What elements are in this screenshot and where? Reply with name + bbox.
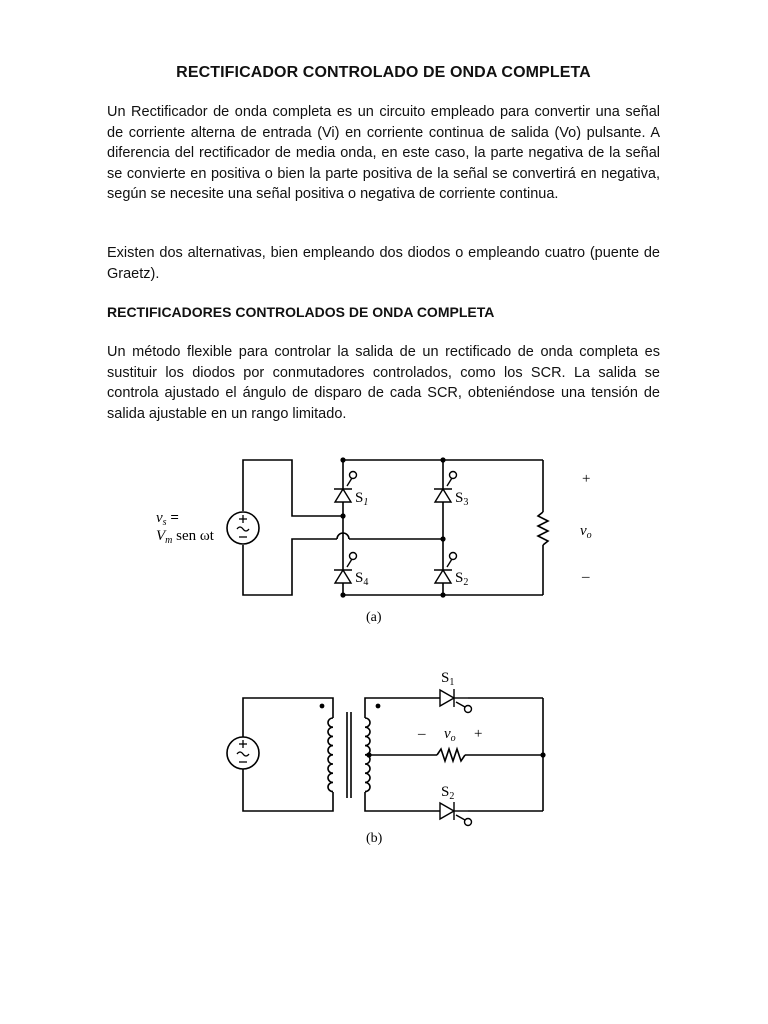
paragraph-alternatives: Existen dos alternativas, bien empleando dos diodos o empleando cuatro (puente de Graetz). <box>107 245 660 282</box>
label-s1: $S_1$ <box>355 490 369 508</box>
section-heading: RECTIFICADORES CONTROLADOS DE ONDA COMPLETA <box>107 304 495 320</box>
document-title: RECTIFICADOR CONTROLADO DE ONDA COMPLETA <box>176 64 591 81</box>
scr-s2-b-icon <box>440 802 472 826</box>
label-b-s2: $S_2$ <box>441 784 455 802</box>
output-minus: – <box>582 569 590 585</box>
figure-b-caption: (b) <box>366 831 383 846</box>
output-plus: + <box>582 471 591 487</box>
source-label-line2: $V_m$ sen ωt <box>156 528 214 546</box>
scr-s1-b-icon <box>440 689 472 713</box>
source-label-line1: $v_s$ = <box>156 510 179 528</box>
label-s3: $S_3$ <box>455 490 469 508</box>
figure-a-caption: (a) <box>366 610 382 625</box>
vo-label-b: $v_o$ <box>444 726 456 744</box>
vo-minus: – <box>418 726 426 742</box>
label-s2: $S_2$ <box>455 570 469 588</box>
paragraph-scr: Un método flexible para controlar la salida de un rectificado de onda completa es sustituir los diodos por conmutadores controlados, como los SCR. La salida se controla ajustado el ángulo de disparo de cada SCR, obteniéndose una tensión de salida ajustable en un rango limitado. <box>107 344 660 422</box>
label-s4: $S_4$ <box>355 570 369 588</box>
vo-plus: + <box>474 726 483 742</box>
label-b-s1: $S_1$ <box>441 670 455 688</box>
output-voltage-label: $v_o$ <box>580 523 592 541</box>
paragraph-intro: Un Rectificador de onda completa es un circuito empleado para convertir una señal de corriente alterna de entrada (Vi) en corriente continua de salida (Vo) pulsante. A diferencia del rectificador de media onda, en este caso, la parte negativa de la señal se convierte en positiva o bien la parte positiva de la señal se convertirá en negativa, según se necesite una señal positiva o negativa de corriente continua. <box>107 104 660 203</box>
